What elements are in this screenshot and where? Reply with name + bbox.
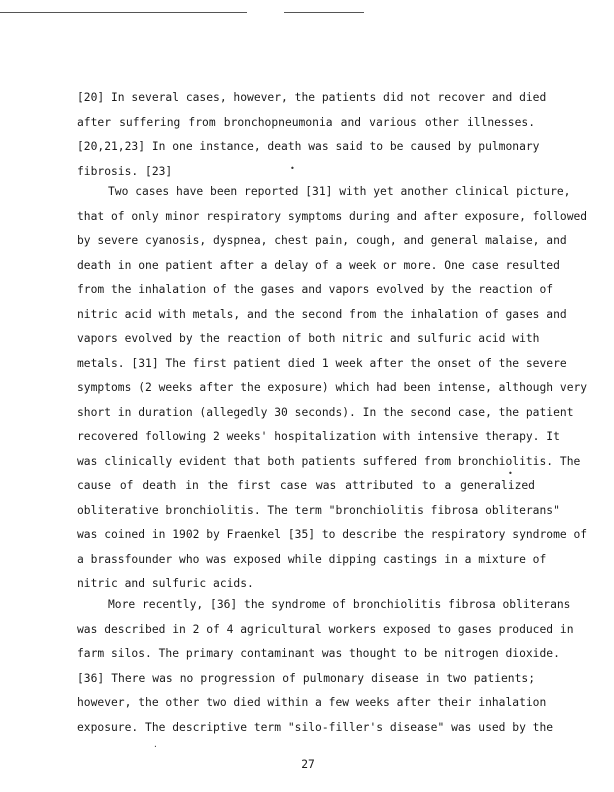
text-line: recovered following 2 weeks' hospitalization with intensive therapy. It [77, 430, 560, 443]
text-line: from the inhalation of the gases and vapors evolved by the reaction of [77, 283, 554, 296]
paragraph-3 [77, 593, 574, 740]
text-line: exposure. The descriptive term "silo-filler's disease" was used by the [77, 720, 554, 734]
text-line: was clinically evident that both patients suffered from bronchiolitis. The [77, 454, 581, 468]
scan-speck: • [290, 164, 295, 173]
text-line: was described in 2 of 4 agricultural workers exposed to gases produced in [77, 622, 574, 636]
text-line: death in one patient after a delay of a week or more. One case resulted [77, 258, 560, 272]
text-line: fibrosis. [23] [77, 164, 173, 178]
text-line: vapors evolved by the reaction of both nitric and sulfuric acid with [77, 332, 540, 345]
text-line: Two cases have been reported [31] with yet another clinical picture, [108, 185, 571, 198]
text-line: [20,21,23] In one instance, death was said to be caused by pulmonary [77, 140, 540, 153]
paragraph-1 [77, 86, 547, 184]
text-line: [20] In several cases, however, the patients did not recover and died [77, 91, 547, 104]
page-number: 27 [301, 758, 315, 771]
text-line: after suffering from bronchopneumonia and various other illnesses. [77, 115, 535, 129]
text-line: that of only minor respiratory symptoms during and after exposure, followed [77, 209, 588, 223]
text-line: farm silos. The primary contaminant was thought to be nitrogen dioxide. [77, 647, 560, 660]
text-line: More recently, [36] the syndrome of bronchiolitis fibrosa obliterans [108, 598, 571, 611]
scan-speck: • [508, 469, 513, 478]
scan-speck: · [153, 742, 158, 751]
text-line: however, the other two died within a few weeks after their inhalation [77, 696, 547, 709]
text-line: was coined in 1902 by Fraenkel [35] to describe the respiratory syndrome of [77, 528, 588, 541]
text-line: short in duration (allegedly 30 seconds). In the second case, the patient [77, 405, 574, 419]
text-line: metals. [31] The first patient died 1 week after the onset of the severe [77, 356, 567, 370]
text-line: obliterative bronchiolitis. The term "bronchiolitis fibrosa obliterans" [77, 503, 560, 517]
text-line: nitric acid with metals, and the second from the inhalation of gases and [77, 307, 567, 321]
text-line: a brassfounder who was exposed while dipping castings in a mixture of [77, 552, 547, 566]
top-rule-left [0, 12, 247, 13]
paragraph-2 [77, 180, 588, 597]
text-line: symptoms (2 weeks after the exposure) which had been intense, although very [77, 381, 588, 394]
text-line: cause of death in the first case was attributed to a generalized [77, 479, 535, 492]
text-line: nitric and sulfuric acids. [77, 577, 254, 590]
top-rule-right [284, 12, 364, 13]
text-line: by severe cyanosis, dyspnea, chest pain, cough, and general malaise, and [77, 234, 567, 247]
text-line: [36] There was no progression of pulmonary disease in two patients; [77, 671, 535, 685]
